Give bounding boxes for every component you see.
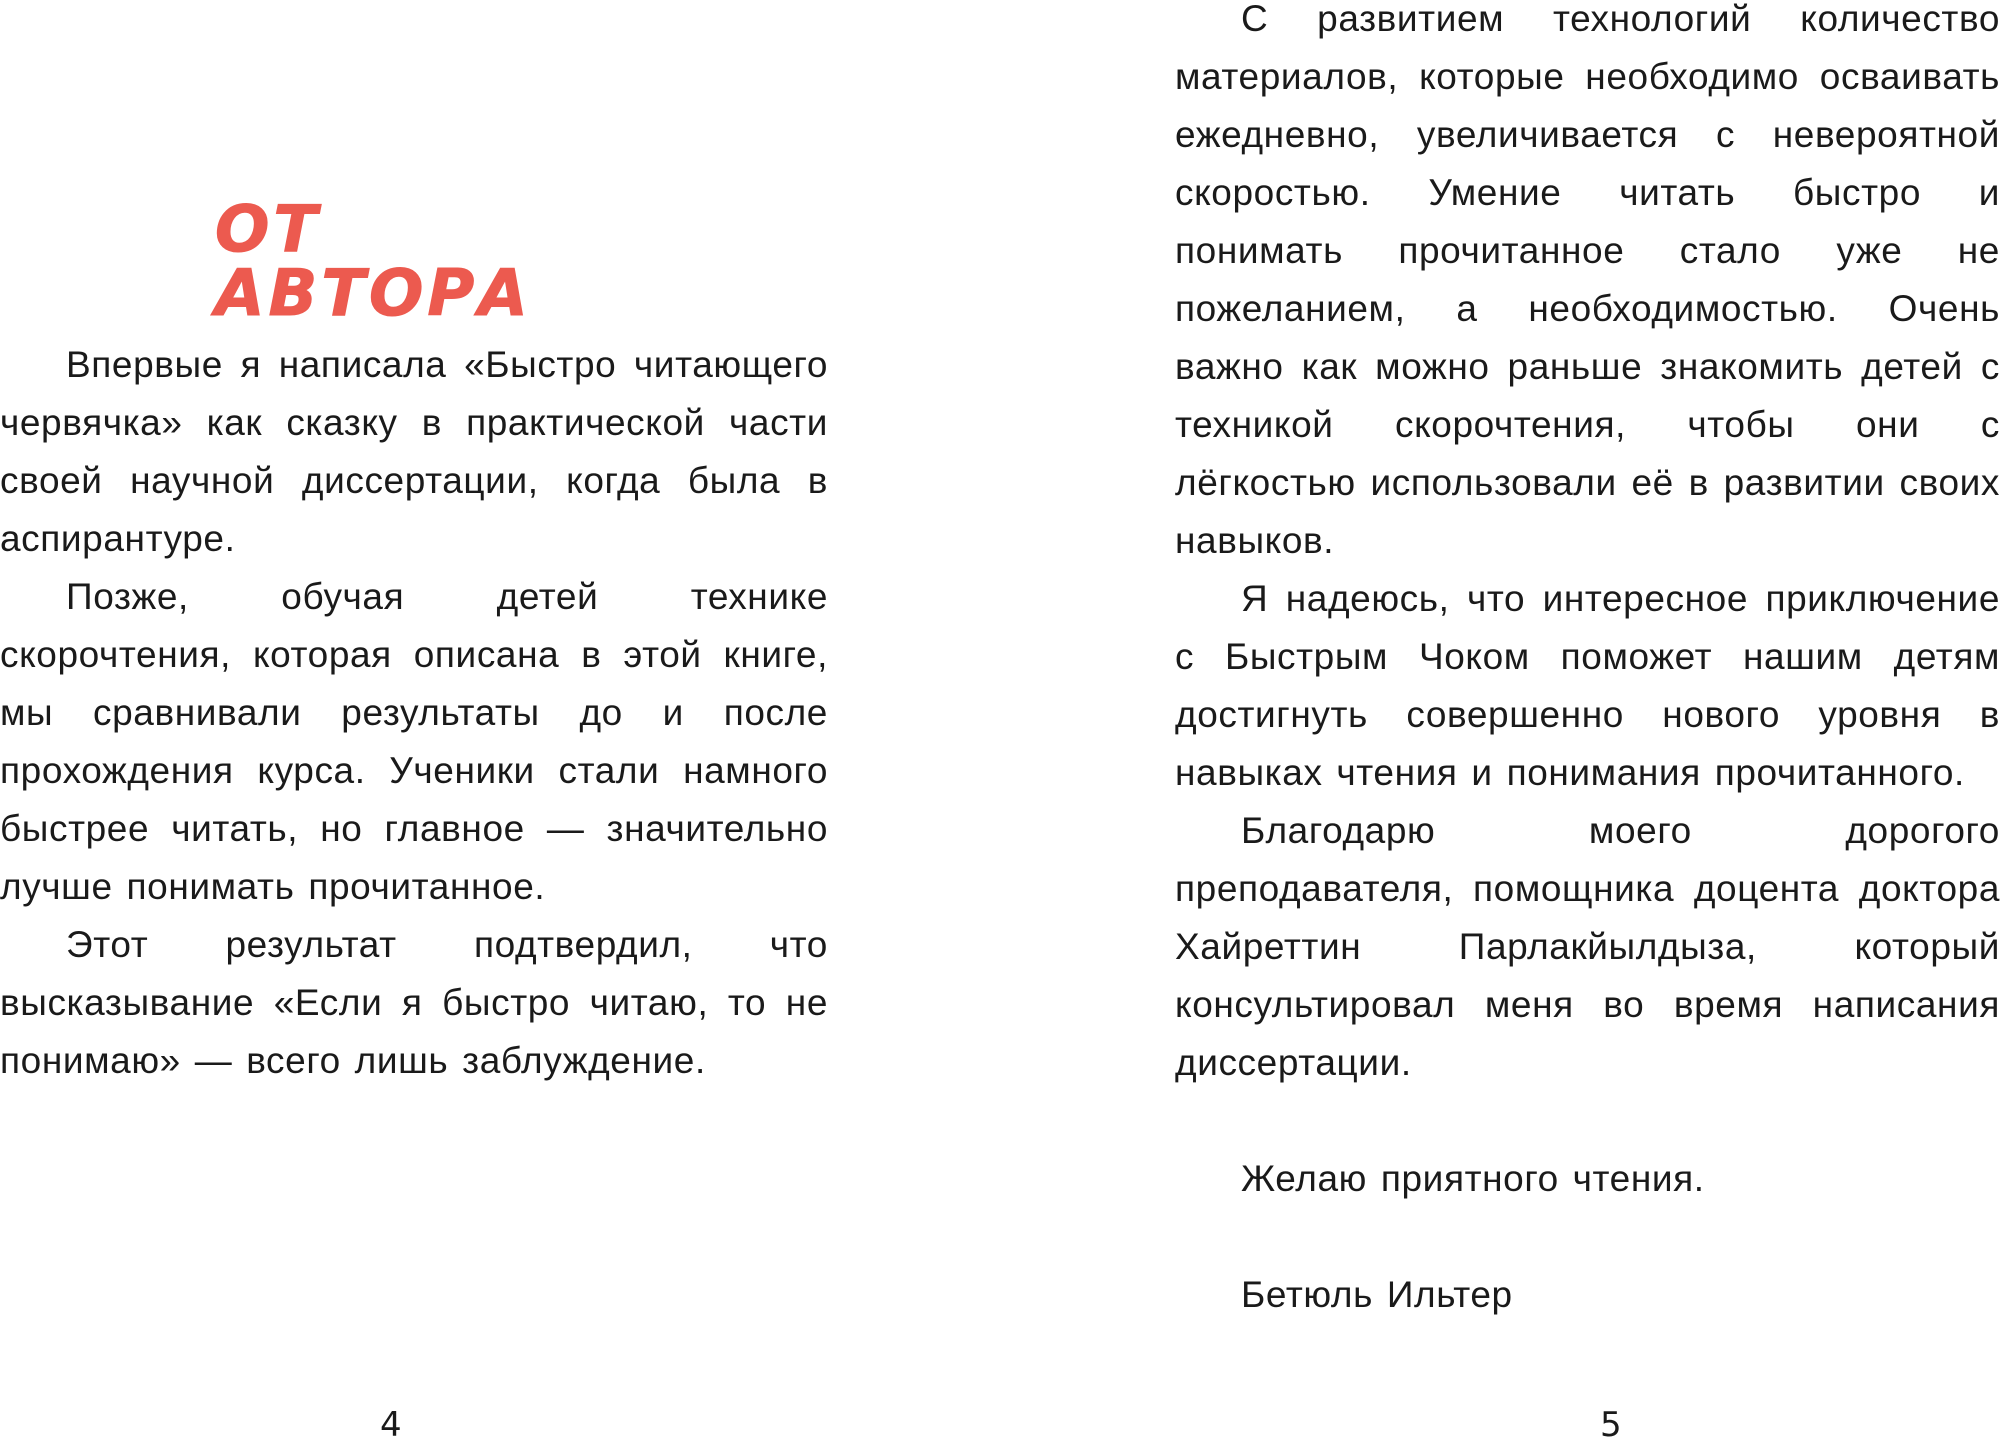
paragraph-first-written: Впервые я написала «Быстро читающего червячка» как сказку в практической части своей научной диссертации, когда была в аспирантуре. [0, 344, 828, 559]
paragraph-speed-reading-course: Позже, обучая детей технике скорочтения, которая описана в этой книге, мы сравнивали результаты до и после прохождения курса. Ученики стали намного быстрее читать, но главное — значительно лучше понимать прочитанное. [0, 576, 828, 907]
page-number-right: 5 [1600, 1405, 1622, 1445]
closing-line: Желаю приятного чтения. [1241, 1158, 1705, 1199]
paragraph-technology: С развитием технологий количество материалов, которые необходимо осваивать ежедневно, увеличивается с невероятной скоростью. Умение читать быстро и понимать прочитанное стало уже не пожеланием, а необходимостью. Очень важно как можно раньше знакомить детей с техникой скорочтения, чтобы они с лёгкостью использовали её в развитии своих навыков. [1175, 0, 2000, 561]
paragraph-thanks: Благодарю моего дорогого преподавателя, помощника доцента доктора Хайреттин Парлакйылдыза, который консультировал меня во время написания диссертации. [1175, 810, 2000, 1083]
paragraph-hope: Я надеюсь, что интересное приключение с Быстрым Чоком поможет нашим детям достигнуть совершенно нового уровня в навыках чтения и понимания прочитанного. [1175, 578, 2000, 793]
paragraph-misconception: Этот результат подтвердил, что высказывание «Если я быстро читаю, то не понимаю» — всего лишь заблуждение. [0, 924, 828, 1081]
page-number-left: 4 [380, 1405, 402, 1445]
left-page-body [0, 336, 828, 1090]
author-signature: Бетюль Ильтер [1241, 1274, 1513, 1315]
page-title: ОТ АВТОРА [215, 193, 532, 331]
right-page-body [1175, 0, 2000, 1324]
